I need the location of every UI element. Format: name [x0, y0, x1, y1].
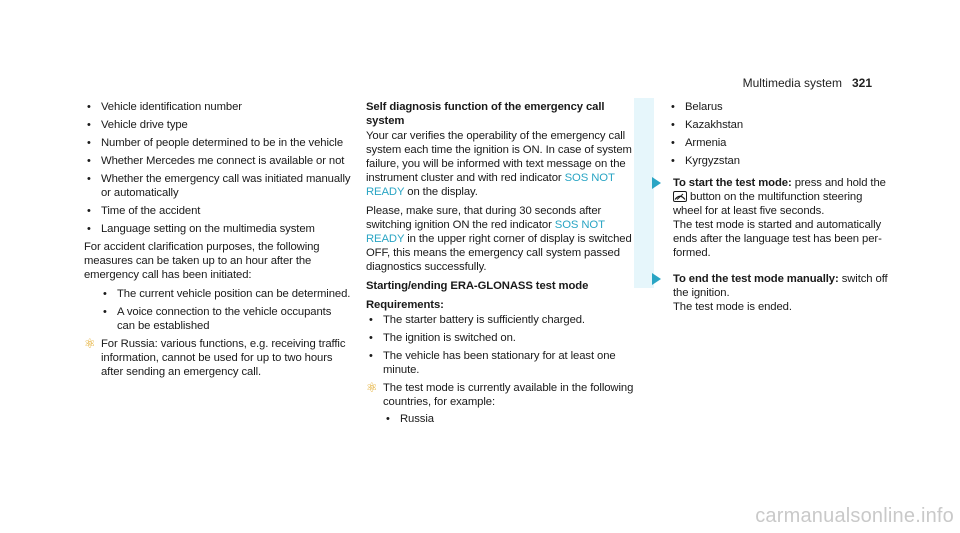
- list-item: • Language setting on the multimedia system: [84, 222, 352, 236]
- requirements-list: [366, 313, 634, 377]
- section-heading: Self diagnosis function of the emergency call system: [366, 101, 605, 127]
- list-item: • A voice connection to the vehicle occupants can be established: [100, 305, 352, 333]
- start-test-mode-step: [652, 176, 892, 260]
- tip-text: For Russia: various functions, e.g. receiving traffic information, cannot be used for up to two hours after sending an emergency call.: [101, 338, 346, 378]
- list-item: • Time of the accident: [84, 204, 352, 218]
- test-mode-heading: Starting/ending ERA-GLONASS test mode: [366, 280, 589, 292]
- sos-not-ready-indicator: SOS NOT READY: [366, 172, 615, 198]
- page-header: [743, 76, 872, 90]
- step-label: To end the test mode manually:: [673, 273, 839, 285]
- countries-tip: [366, 381, 634, 426]
- list-item: • Vehicle drive type: [84, 118, 352, 132]
- list-item: • Number of people determined to be in the vehicle: [84, 136, 352, 150]
- step-text: press and hold the: [794, 177, 886, 189]
- paragraph-text: Please, make sure, that during 30 seconds after switching ignition ON the red indicator: [366, 205, 602, 231]
- column-2: [366, 100, 634, 432]
- requirements-label: Requirements:: [366, 299, 444, 311]
- list-item: • Whether the emergency call was initiated manually or automatically: [84, 172, 352, 200]
- lightbulb-icon: ⚛: [84, 336, 96, 351]
- step-result: The test mode is started and automatically ends after the language test has been performed.: [673, 219, 882, 259]
- tip-text: The test mode is currently available in the following countries, for example:: [383, 382, 634, 408]
- measures-paragraph: For accident clarification purposes, the following measures can be taken up to an hour after the emergency call has been initiated:: [84, 241, 320, 281]
- paragraph-text: Your car verifies the operability of the emergency call system each time the ignition is ON. In case of system failure, you will be informed with text message on the instrument cluster and with red indicator: [366, 130, 632, 184]
- data-list: [84, 100, 352, 236]
- countries-list-continued: [668, 100, 892, 168]
- end-test-mode-step: [652, 272, 892, 314]
- measures-list: [100, 287, 352, 333]
- column-3: [652, 100, 892, 320]
- watermark: carmanualsonline.info: [755, 505, 954, 527]
- list-item: • Kazakhstan: [668, 118, 892, 132]
- paragraph-text: on the display.: [407, 186, 478, 198]
- arrow-right-icon: [652, 177, 661, 189]
- list-item: • The starter battery is sufficiently charged.: [366, 313, 634, 327]
- paragraph-text: in the upper right corner of display is switched OFF, this means the emergency call system passed diagnostics successfully.: [366, 233, 632, 273]
- check-paragraph: [366, 204, 634, 274]
- arrow-right-icon: [652, 273, 661, 285]
- step-text: switch off the ignition.: [673, 273, 888, 299]
- step-label: To start the test mode:: [673, 177, 792, 189]
- list-item: • Vehicle identification number: [84, 100, 352, 114]
- step-result: The test mode is ended.: [673, 301, 792, 313]
- section-title: Multimedia system: [742, 76, 842, 90]
- sos-not-ready-indicator: SOS NOT READY: [366, 219, 605, 245]
- list-item: • Kyrgyzstan: [668, 154, 892, 168]
- list-item: • Armenia: [668, 136, 892, 150]
- sos-button-icon: [673, 191, 687, 202]
- self-diagnosis-paragraph: [366, 129, 634, 199]
- lightbulb-icon: ⚛: [366, 380, 378, 395]
- list-item: • The vehicle has been stationary for at least one minute.: [366, 349, 634, 377]
- list-item: • The current vehicle position can be determined.: [100, 287, 352, 301]
- russia-tip: [84, 337, 352, 379]
- list-item: • Belarus: [668, 100, 892, 114]
- page-number: 321: [851, 76, 872, 90]
- countries-list: [383, 412, 634, 426]
- list-item: • Russia: [383, 412, 634, 426]
- column-1: [84, 100, 352, 385]
- step-text: button on the multifunction steering wheel for at least five seconds.: [673, 191, 863, 217]
- list-item: • The ignition is switched on.: [366, 331, 634, 345]
- list-item: • Whether Mercedes me connect is available or not: [84, 154, 352, 168]
- margin-highlight: [634, 98, 654, 288]
